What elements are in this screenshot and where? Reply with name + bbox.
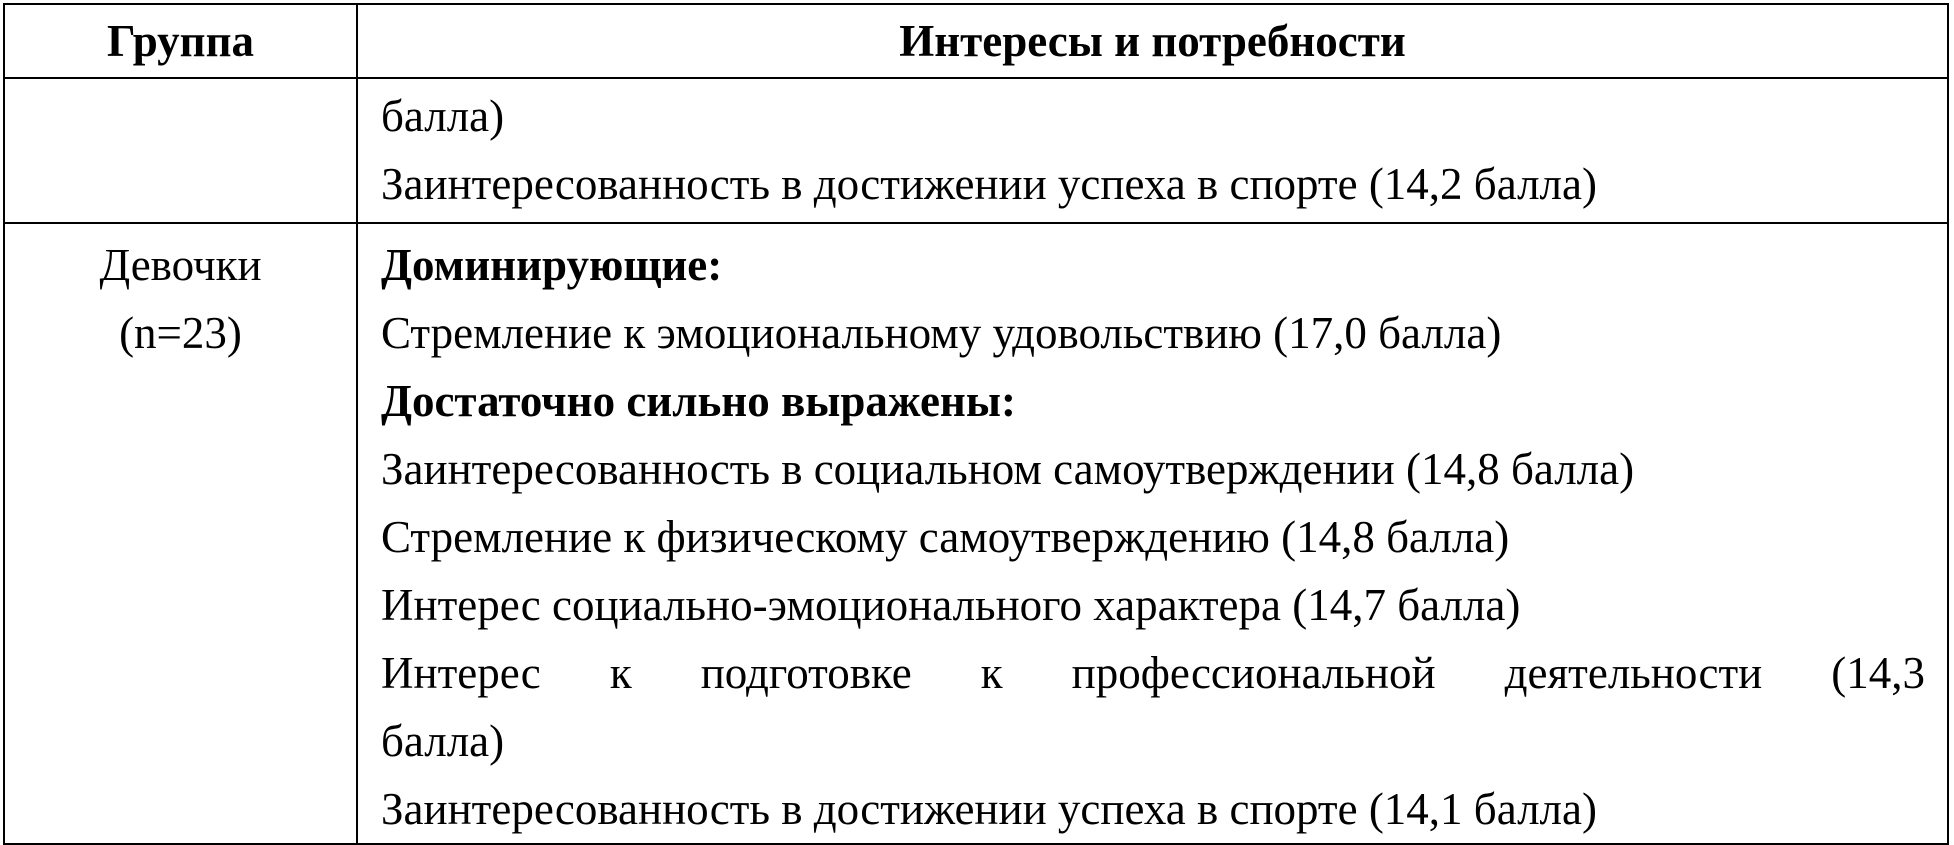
interest-line: балла) (381, 716, 505, 766)
group-size: (n=23) (119, 308, 242, 358)
interest-line: Заинтересованность в социальном самоутверждении (14,8 балла) (381, 444, 1635, 494)
interest-line: Заинтересованность в достижении успеха в спорте (14,2 балла) (381, 159, 1597, 209)
table-row (4, 223, 1948, 844)
interest-line: Стремление к физическому самоутверждению (14,8 балла) (381, 512, 1510, 562)
interest-line: балла) (381, 91, 505, 141)
table-header-row (4, 4, 1948, 78)
header-group: Группа (4, 4, 357, 78)
group-cell (4, 78, 357, 223)
table-row (4, 78, 1948, 223)
interest-line: Заинтересованность в достижении успеха в спорте (14,1 балла) (381, 784, 1597, 834)
interests-cell (357, 223, 1948, 844)
interest-line: Интерес социально-эмоционального характера (14,7 балла) (381, 580, 1521, 630)
interest-line: Стремление к эмоциональному удовольствию (17,0 балла) (381, 308, 1502, 358)
group-cell (4, 223, 357, 844)
interests-cell (357, 78, 1948, 223)
group-name: Девочки (99, 240, 262, 290)
section-heading: Достаточно сильно выражены: (381, 376, 1016, 426)
section-heading: Доминирующие: (381, 240, 723, 290)
interests-table (3, 3, 1949, 845)
interest-line: Интерес к подготовке к профессиональной деятельности (14,3 (381, 648, 1925, 698)
interests-table-container (3, 3, 1949, 834)
header-interests: Интересы и потребности (357, 4, 1948, 78)
